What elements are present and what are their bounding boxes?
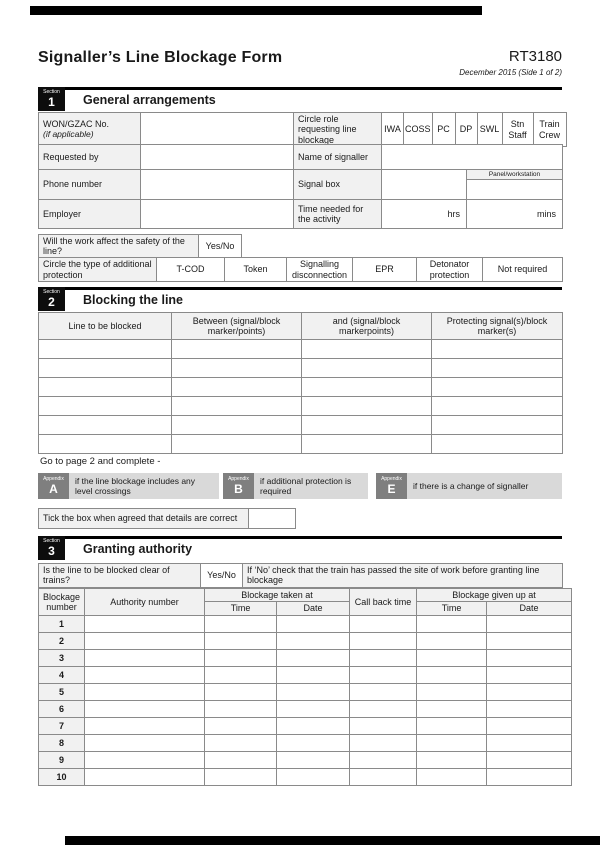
role-option-stn-staff[interactable]: Stn Staff: [502, 113, 533, 147]
granting-input-cell[interactable]: [205, 615, 277, 632]
granting-input-cell[interactable]: [487, 632, 572, 649]
blocking-input-cell[interactable]: [302, 397, 432, 416]
protection-option-signalling-disconnection[interactable]: Signalling disconnection: [287, 258, 353, 282]
granting-row: [39, 649, 572, 666]
contact-table: [38, 144, 563, 229]
blockage-row-number: 8: [39, 734, 85, 751]
name-of-signaller-input[interactable]: [382, 145, 563, 170]
granting-input-cell[interactable]: [205, 717, 277, 734]
blocking-input-cell[interactable]: [172, 378, 302, 397]
col-call-back-time: Call back time: [350, 589, 417, 616]
granting-input-cell[interactable]: [487, 734, 572, 751]
col-taken-time: Time: [205, 602, 277, 615]
blocking-input-cell[interactable]: [172, 359, 302, 378]
role-option-swl[interactable]: SWL: [477, 113, 502, 147]
page-title: Signaller’s Line Blockage Form: [38, 49, 283, 66]
employer-input[interactable]: [141, 200, 294, 229]
granting-table: [38, 588, 572, 786]
col-given-date: Date: [487, 602, 572, 615]
col-blockage-given-up-at: Blockage given up at: [417, 589, 572, 602]
clear-yes-no[interactable]: Yes/No: [201, 564, 243, 588]
granting-input-cell[interactable]: [85, 751, 205, 768]
safety-question-label: Will the work affect the safety of the line?: [39, 235, 199, 259]
blocking-input-cell[interactable]: [39, 397, 172, 416]
granting-input-cell[interactable]: [277, 666, 350, 683]
granting-input-cell[interactable]: [417, 632, 487, 649]
appendix-b-text: if additional protection is required: [254, 473, 368, 499]
granting-input-cell[interactable]: [205, 683, 277, 700]
blocking-input-cell[interactable]: [39, 359, 172, 378]
scan-artifact-bottom: [65, 836, 600, 845]
granting-input-cell[interactable]: [277, 683, 350, 700]
granting-input-cell[interactable]: [350, 768, 417, 785]
appendix-e-badge: Appendix E: [376, 473, 407, 499]
granting-input-cell[interactable]: [85, 649, 205, 666]
no-instruction: If ‘No’ check that the train has passed the site of work before granting line blockage: [243, 564, 563, 588]
blockage-row-number: 9: [39, 751, 85, 768]
granting-input-cell[interactable]: [417, 649, 487, 666]
blockage-row-number: 10: [39, 768, 85, 785]
blocking-row: [39, 416, 563, 435]
tick-box-label: Tick the box when agreed that details are correct: [39, 509, 249, 529]
granting-input-cell[interactable]: [417, 768, 487, 785]
granting-row: [39, 615, 572, 632]
granting-input-cell[interactable]: [350, 649, 417, 666]
blocking-row: [39, 359, 563, 378]
col-given-time: Time: [417, 602, 487, 615]
clear-of-trains-table: [38, 563, 563, 588]
minutes-input[interactable]: mins: [467, 200, 563, 229]
granting-input-cell[interactable]: [205, 700, 277, 717]
phone-number-label: Phone number: [39, 170, 141, 200]
blocking-input-cell[interactable]: [302, 378, 432, 397]
section-2-header: [38, 287, 562, 311]
granting-input-cell[interactable]: [487, 649, 572, 666]
section-2-badge: Section 2: [38, 287, 65, 311]
granting-input-cell[interactable]: [85, 717, 205, 734]
form-header: [38, 49, 562, 77]
granting-input-cell[interactable]: [205, 751, 277, 768]
granting-input-cell[interactable]: [487, 615, 572, 632]
granting-input-cell[interactable]: [417, 700, 487, 717]
blocking-col-line: Line to be blocked: [39, 313, 172, 340]
granting-input-cell[interactable]: [277, 751, 350, 768]
granting-input-cell[interactable]: [487, 717, 572, 734]
blockage-row-number: 5: [39, 683, 85, 700]
granting-input-cell[interactable]: [417, 734, 487, 751]
clear-question-label: Is the line to be blocked clear of trains?: [39, 564, 201, 588]
appendix-b-badge: Appendix B: [223, 473, 254, 499]
col-blockage-taken-at: Blockage taken at: [205, 589, 350, 602]
blocking-row: [39, 435, 563, 454]
granting-input-cell[interactable]: [85, 683, 205, 700]
blocking-row: [39, 378, 563, 397]
section-1-badge: Section 1: [38, 87, 65, 111]
blocking-input-cell[interactable]: [432, 378, 563, 397]
granting-input-cell[interactable]: [85, 632, 205, 649]
role-option-dp[interactable]: DP: [455, 113, 477, 147]
granting-row: [39, 768, 572, 785]
granting-input-cell[interactable]: [85, 666, 205, 683]
section-rule: [38, 287, 562, 290]
blocking-input-cell[interactable]: [172, 416, 302, 435]
granting-input-cell[interactable]: [350, 700, 417, 717]
granting-input-cell[interactable]: [277, 632, 350, 649]
blocking-table-body: [39, 340, 563, 454]
panel-workstation-label: Panel/workstation: [467, 170, 562, 180]
granting-input-cell[interactable]: [85, 700, 205, 717]
blocking-input-cell[interactable]: [432, 397, 563, 416]
time-needed-label: Time needed for the activity: [294, 200, 382, 229]
granting-input-cell[interactable]: [205, 649, 277, 666]
granting-input-cell[interactable]: [350, 615, 417, 632]
employer-label: Employer: [39, 200, 141, 229]
requested-by-label: Requested by: [39, 145, 141, 170]
granting-input-cell[interactable]: [85, 768, 205, 785]
agreement-tick-box[interactable]: [249, 509, 296, 529]
blocking-col-between: Between (signal/block marker/points): [172, 313, 302, 340]
blocking-input-cell[interactable]: [172, 435, 302, 454]
granting-row: [39, 717, 572, 734]
granting-input-cell[interactable]: [417, 717, 487, 734]
section-3-title: Granting authority: [83, 542, 193, 556]
granting-input-cell[interactable]: [277, 717, 350, 734]
blocking-input-cell[interactable]: [302, 416, 432, 435]
blocking-input-cell[interactable]: [432, 359, 563, 378]
blocking-input-cell[interactable]: [39, 416, 172, 435]
granting-row: [39, 632, 572, 649]
scan-artifact-top: [30, 6, 482, 15]
granting-input-cell[interactable]: [277, 700, 350, 717]
protection-option-tcod[interactable]: T-COD: [157, 258, 225, 282]
blocking-input-cell[interactable]: [172, 340, 302, 359]
granting-input-cell[interactable]: [487, 700, 572, 717]
granting-input-cell[interactable]: [350, 666, 417, 683]
protection-option-detonator[interactable]: Detonator protection: [417, 258, 483, 282]
granting-input-cell[interactable]: [277, 615, 350, 632]
hours-input[interactable]: hrs: [382, 200, 467, 229]
blocking-input-cell[interactable]: [302, 435, 432, 454]
granting-input-cell[interactable]: [350, 632, 417, 649]
protection-option-not-required[interactable]: Not required: [483, 258, 563, 282]
granting-input-cell[interactable]: [417, 751, 487, 768]
section-3-header: [38, 536, 562, 560]
role-option-pc[interactable]: PC: [432, 113, 455, 147]
signal-box-input[interactable]: [382, 170, 467, 200]
blocking-col-and: and (signal/block markerpoints): [302, 313, 432, 340]
won-input-cell[interactable]: [141, 113, 294, 147]
tick-box-table: [38, 508, 296, 529]
granting-input-cell[interactable]: [277, 649, 350, 666]
protection-type-label: Circle the type of additional protection: [39, 258, 157, 282]
blocking-input-cell[interactable]: [432, 340, 563, 359]
edition-note: December 2015 (Side 1 of 2): [459, 68, 562, 77]
safety-question-table: [38, 234, 242, 259]
appendix-a-text: if the line blockage includes any level crossings: [69, 473, 219, 499]
won-role-table: [38, 112, 567, 147]
col-blockage-number: Blockage number: [39, 589, 85, 616]
blocking-input-cell[interactable]: [39, 378, 172, 397]
col-taken-date: Date: [277, 602, 350, 615]
granting-row: [39, 734, 572, 751]
blocking-input-cell[interactable]: [432, 416, 563, 435]
granting-input-cell[interactable]: [350, 683, 417, 700]
granting-input-cell[interactable]: [205, 768, 277, 785]
blocking-input-cell[interactable]: [172, 397, 302, 416]
granting-input-cell[interactable]: [487, 666, 572, 683]
blocking-row: [39, 340, 563, 359]
blocking-row: [39, 397, 563, 416]
blockage-row-number: 2: [39, 632, 85, 649]
granting-row: [39, 751, 572, 768]
section-1-title: General arrangements: [83, 93, 216, 107]
granting-input-cell[interactable]: [417, 683, 487, 700]
appendix-a-badge: Appendix A: [38, 473, 69, 499]
granting-input-cell[interactable]: [487, 768, 572, 785]
name-of-signaller-label: Name of signaller: [294, 145, 382, 170]
section-3-badge: Section 3: [38, 536, 65, 560]
blocking-table: [38, 312, 563, 454]
section-1-header: [38, 87, 562, 111]
blocking-input-cell[interactable]: [302, 359, 432, 378]
blocking-input-cell[interactable]: [302, 340, 432, 359]
granting-input-cell[interactable]: [350, 734, 417, 751]
form-number: RT3180: [508, 48, 562, 65]
safety-yes-no[interactable]: Yes/No: [199, 235, 242, 259]
granting-input-cell[interactable]: [487, 751, 572, 768]
blockage-row-number: 6: [39, 700, 85, 717]
blockage-row-number: 1: [39, 615, 85, 632]
blocking-input-cell[interactable]: [39, 435, 172, 454]
blocking-input-cell[interactable]: [39, 340, 172, 359]
col-authority-number: Authority number: [85, 589, 205, 616]
granting-row: [39, 683, 572, 700]
granting-input-cell[interactable]: [487, 683, 572, 700]
granting-input-cell[interactable]: [350, 717, 417, 734]
protection-option-epr[interactable]: EPR: [353, 258, 417, 282]
blocking-col-protecting: Protecting signal(s)/block marker(s): [432, 313, 563, 340]
won-label: WON/GZAC No. (if applicable): [39, 113, 141, 147]
section-2-title: Blocking the line: [83, 293, 184, 307]
granting-input-cell[interactable]: [205, 666, 277, 683]
section-rule: [38, 536, 562, 539]
granting-row: [39, 700, 572, 717]
circle-role-label: Circle role requesting line blockage: [294, 113, 382, 147]
blockage-row-number: 4: [39, 666, 85, 683]
granting-input-cell[interactable]: [205, 632, 277, 649]
blockage-row-number: 7: [39, 717, 85, 734]
role-option-coss[interactable]: COSS: [404, 113, 433, 147]
panel-workstation-cell[interactable]: [467, 170, 563, 200]
granting-input-cell[interactable]: [85, 734, 205, 751]
signal-box-label: Signal box: [294, 170, 382, 200]
granting-input-cell[interactable]: [350, 751, 417, 768]
requested-by-input[interactable]: [141, 145, 294, 170]
appendix-gap: [368, 473, 376, 499]
granting-table-body: [39, 615, 572, 785]
granting-input-cell[interactable]: [205, 734, 277, 751]
blocking-input-cell[interactable]: [432, 435, 563, 454]
appendix-e-text: if there is a change of signaller: [407, 473, 562, 499]
additional-protection-table: [38, 257, 563, 282]
appendix-band: [38, 473, 562, 499]
granting-input-cell[interactable]: [417, 666, 487, 683]
form-id-block: [459, 49, 562, 77]
role-option-iwa[interactable]: IWA: [382, 113, 404, 147]
granting-row: [39, 666, 572, 683]
granting-input-cell[interactable]: [85, 615, 205, 632]
blockage-row-number: 3: [39, 649, 85, 666]
protection-option-token[interactable]: Token: [225, 258, 287, 282]
granting-input-cell[interactable]: [277, 768, 350, 785]
role-option-train-crew[interactable]: Train Crew: [533, 113, 566, 147]
granting-input-cell[interactable]: [277, 734, 350, 751]
section-rule: [38, 87, 562, 90]
page2-note: Go to page 2 and complete -: [40, 456, 161, 467]
granting-input-cell[interactable]: [417, 615, 487, 632]
phone-number-input[interactable]: [141, 170, 294, 200]
